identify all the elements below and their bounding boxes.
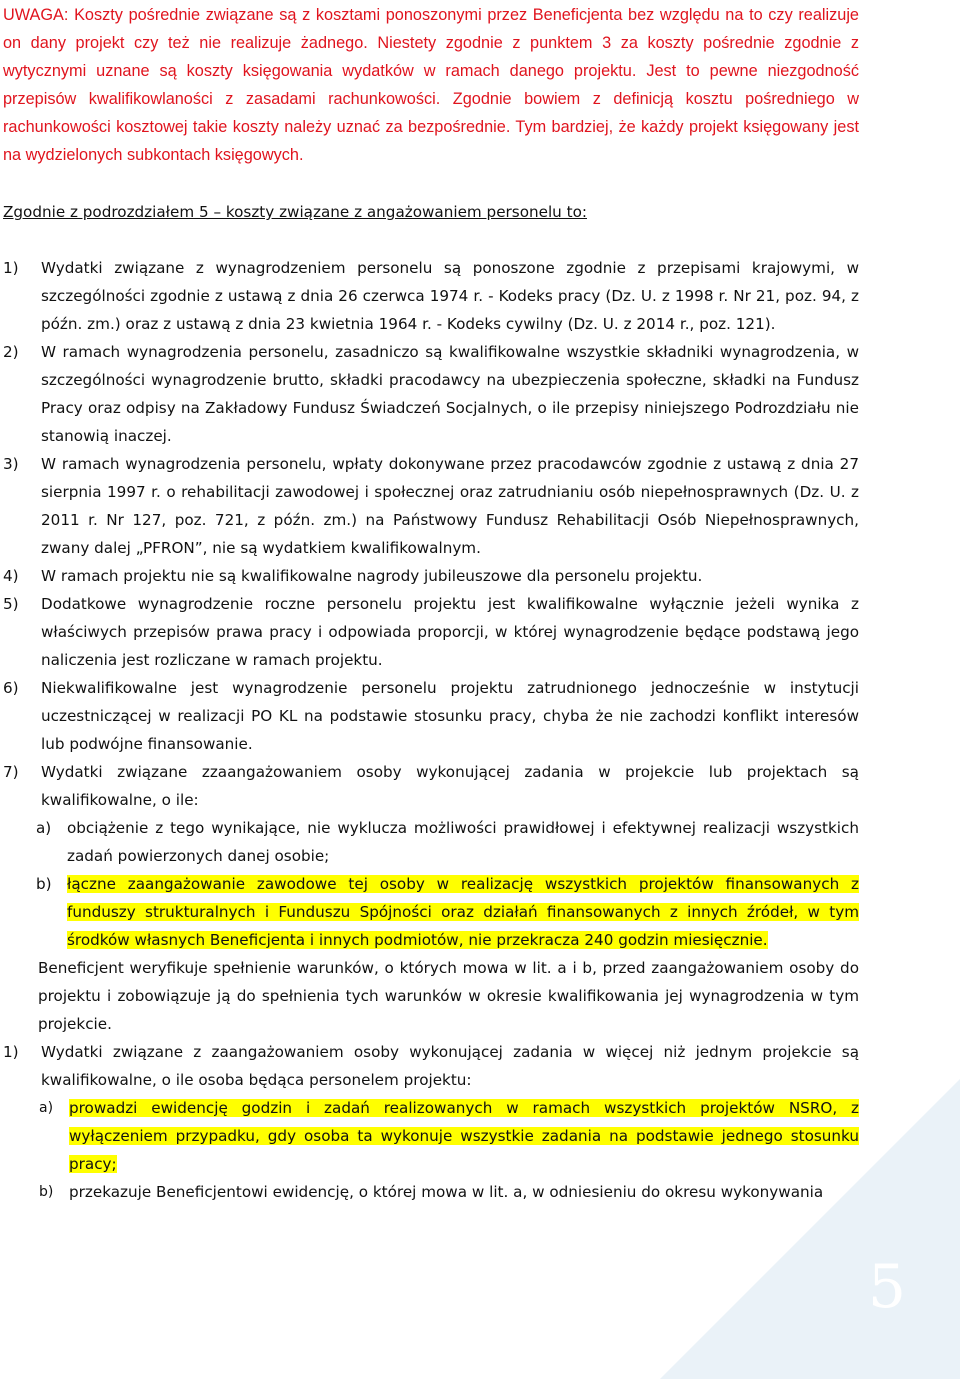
- warning-note: UWAGA: Koszty pośrednie związane są z kosztami ponoszonymi przez Beneficjenta bez względu na to czy realizuje on dany projekt czy też nie realizuje żadnego. Niestety zgodnie z punktem 3 za koszty pośrednie zgodnie z wytycznymi uznane są koszty księgowania wydatków w ramach danego projektu. Jest to pewne niezgodność przepisów kwalifikowlaności z zasadami rachunkowości. Zgodnie bowiem z definicją kosztu pośredniego w rachunkowości kosztowej takie koszty należy uznać za bezpośrednie. Tym bardziej, że każdy projekt księgowany jest na wydzielonych subkontach księgowych.: [3, 6, 859, 164]
- list-item: [3, 450, 859, 562]
- list-number: 5): [3, 595, 19, 613]
- list-text: Wydatki związane zzaangażowaniem osoby wykonującej zadania w projekcie lub projektach są kwalifikowalne, o ile:: [41, 763, 859, 809]
- list-number: 3): [3, 455, 19, 473]
- verification-paragraph: Beneficjent weryfikuje spełnienie warunków, o których mowa w lit. a i b, przed zaangażowaniem osoby do projektu i zobowiązuje ją do spełnienia tych warunków w okresie kwalifikowania jej wynagrodzenia w tym projekcie.: [38, 959, 859, 1033]
- list-item: [3, 758, 859, 814]
- list-number: 1): [3, 259, 19, 277]
- list-item: [3, 590, 859, 674]
- sub-list-text: [67, 870, 859, 954]
- list-text: Dodatkowe wynagrodzenie roczne personelu projektu jest kwalifikowalne wyłącznie jeżeli wynika z właściwych przepisów prawa pracy i odpowiada proporcji, w której wynagrodzenie będące podstawą jego naliczenia jest rozliczane w ramach projektu.: [41, 595, 859, 669]
- list-text: Wydatki związane z wynagrodzeniem personelu są ponoszone zgodnie z przepisami krajowymi, w szczególności zgodnie z ustawą z dnia 26 czerwca 1974 r. - Kodeks pracy (Dz. U. z 1998 r. Nr 21, poz. 94, z późn. zm.) oraz z ustawą z dnia 23 kwietnia 1964 r. - Kodeks cywilny (Dz. U. z 2014 r., poz. 121).: [41, 259, 859, 333]
- sub-list-letter: a): [36, 819, 52, 837]
- sub-list-letter: b): [36, 875, 52, 893]
- list-text: Niekwalifikowalne jest wynagrodzenie personelu projektu zatrudnionego jednocześnie w instytucji uczestniczącej w realizacji PO KL na podstawie stosunku pracy, chyba że nie zachodzi konflikt interesów lub podwójne finansowanie.: [41, 679, 859, 753]
- page-corner-decoration: [660, 1079, 960, 1379]
- list-item: [3, 562, 859, 590]
- list-number: 1): [3, 1043, 19, 1061]
- sub-list-text: obciążenie z tego wynikające, nie wyklucza możliwości prawidłowej i efektywnej realizacji wszystkich zadań powierzonych danej osobie;: [67, 819, 859, 865]
- sub-list-item: [3, 814, 859, 870]
- list-text: W ramach projektu nie są kwalifikowalne nagrody jubileuszowe dla personelu projektu.: [41, 567, 703, 585]
- list-item: [3, 338, 859, 450]
- list-number: 2): [3, 343, 19, 361]
- highlighted-text: prowadzi ewidencję godzin i zadań realizowanych w ramach wszystkich projektów NSRO, z wyłączeniem przypadku, gdy osoba ta wykonuje wszystkie zadania na podstawie jednego stosunku pracy;: [69, 1099, 859, 1173]
- highlighted-text: łączne zaangażowanie zawodowe tej osoby w realizację wszystkich projektów finansowanych z funduszy strukturalnych i Funduszu Spójności oraz działań finansowanych z innych źródeł, w tym środków własnych Beneficjenta i innych podmiotów, nie przekracza 240 godzin miesięcznie.: [67, 875, 859, 949]
- sub-list-item: [3, 870, 859, 954]
- list-number: 4): [3, 567, 19, 585]
- sub-list-letter: a): [39, 1100, 54, 1116]
- section-intro: Zgodnie z podrozdziałem 5 – koszty związane z angażowaniem personelu to:: [3, 203, 587, 221]
- list-number: 7): [3, 763, 19, 781]
- list-text: W ramach wynagrodzenia personelu, wpłaty dokonywane przez pracodawców zgodnie z ustawą z dnia 27 sierpnia 1997 r. o rehabilitacji zawodowej i społecznej oraz zatrudnianiu osób niepełnosprawnych (Dz. U. z 2011 r. Nr 127, poz. 721, z późn. zm.) na Państwowy Fundusz Rehabilitacji Osób Niepełnosprawnych, zwany dalej „PFRON”, nie są wydatkiem kwalifikowalnym.: [41, 455, 859, 557]
- corner-triangle: [660, 1079, 960, 1379]
- list-text: W ramach wynagrodzenia personelu, zasadniczo są kwalifikowalne wszystkie składniki wynagrodzenia, w szczególności wynagrodzenie brutto, składki pracodawcy na ubezpieczenia społeczne, składki na Fundusz Pracy oraz odpisy na Zakładowy Fundusz Świadczeń Socjalnych, o ile przepisy niniejszego Podrozdziału nie stanowią inaczej.: [41, 343, 859, 445]
- list-number: 6): [3, 679, 19, 697]
- list-text: Wydatki związane z zaangażowaniem osoby wykonującej zadania w więcej niż jednym projekcie są kwalifikowalne, o ile osoba będąca personelem projektu:: [41, 1043, 859, 1089]
- list-item: [3, 254, 859, 338]
- list-item: [3, 674, 859, 758]
- sub-list-text: przekazuje Beneficjentowi ewidencję, o której mowa w lit. a, w odniesieniu do okresu wykonywania: [69, 1183, 824, 1201]
- sub-list-letter: b): [39, 1184, 54, 1200]
- page-number: 5: [867, 1252, 907, 1322]
